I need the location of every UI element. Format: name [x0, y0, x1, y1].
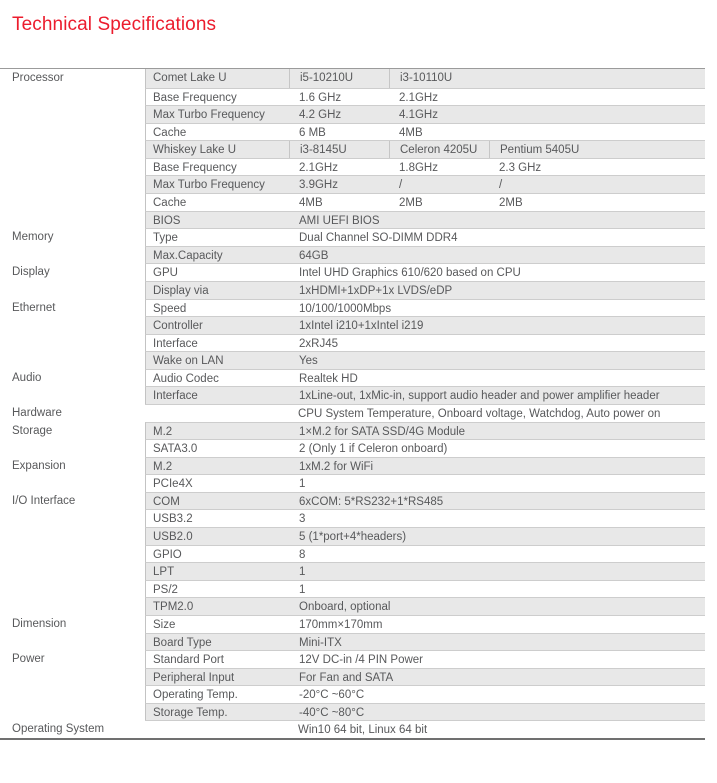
category-label: [0, 562, 145, 580]
attribute-cell: Standard Port: [153, 654, 224, 667]
attribute-cell: M.2: [153, 425, 173, 438]
spec-row: [0, 281, 705, 299]
attribute-cell: COM: [153, 495, 180, 508]
value-cell: 2xRJ45: [299, 337, 338, 350]
spec-band: [145, 123, 705, 141]
value-cell: 1: [299, 583, 306, 596]
spec-row: [0, 386, 705, 404]
category-label: Memory: [0, 228, 145, 246]
page-title: Technical Specifications: [12, 13, 217, 35]
attribute-cell: Interface: [153, 337, 198, 350]
spec-row: [0, 299, 705, 317]
value-cell: -20°C ~60°C: [299, 689, 365, 702]
value-cell: 2.1GHz: [299, 161, 338, 174]
spec-row: [0, 175, 705, 193]
attribute-cell: Cache: [153, 126, 187, 139]
spec-band: [145, 386, 705, 404]
value-cell: i3-10110U: [389, 69, 705, 88]
spec-row: [0, 246, 705, 264]
spec-row: [0, 633, 705, 651]
attribute-cell: USB2.0: [153, 531, 193, 544]
spec-band: [145, 720, 705, 738]
attribute-cell: M.2: [153, 460, 173, 473]
category-label: [0, 246, 145, 264]
spec-band: [145, 527, 705, 545]
value-cell: 1.6 GHz: [299, 91, 342, 104]
spec-row: [0, 703, 705, 721]
spec-band: [145, 281, 705, 299]
spec-row: [0, 351, 705, 369]
spec-band: [145, 562, 705, 580]
value-cell: 2.3 GHz: [499, 161, 542, 174]
spec-row: [0, 105, 705, 123]
category-label: Expansion: [0, 457, 145, 475]
value-cell: 64GB: [299, 249, 329, 262]
spec-table: [0, 68, 705, 740]
category-label: [0, 351, 145, 369]
value-cell: 4MB: [399, 126, 423, 139]
spec-row: [0, 334, 705, 352]
category-label: Processor: [0, 69, 145, 88]
spec-row: [0, 316, 705, 334]
value-cell: 2MB: [399, 197, 423, 210]
spec-row: [0, 545, 705, 563]
value-cell: 1xLine-out, 1xMic-in, support audio header and power amplifier header: [299, 390, 660, 403]
spec-band: [145, 334, 705, 352]
value-cell: 1: [299, 566, 306, 579]
spec-band: [145, 193, 705, 211]
spec-band: [145, 650, 705, 668]
value-cell: 12V DC-in /4 PIN Power: [299, 654, 423, 667]
category-label: [0, 123, 145, 141]
attribute-cell: Audio Codec: [153, 372, 219, 385]
attribute-cell: Base Frequency: [153, 161, 237, 174]
value-cell: Realtek HD: [299, 372, 358, 385]
value-cell: i5-10210U: [289, 69, 389, 88]
attribute-cell: Peripheral Input: [153, 671, 235, 684]
spec-row: [0, 615, 705, 633]
category-label: [0, 703, 145, 721]
value-cell: i3-8145U: [289, 141, 389, 158]
value-cell: 1xM.2 for WiFi: [299, 460, 374, 473]
spec-band: [145, 509, 705, 527]
spec-band: [145, 580, 705, 598]
category-label: [0, 88, 145, 106]
value-cell: 1: [299, 478, 306, 491]
value-cell: Celeron 4205U: [389, 141, 489, 158]
spec-row: [0, 439, 705, 457]
value-cell: 4.1GHz: [399, 109, 438, 122]
attribute-cell: Board Type: [153, 636, 212, 649]
value-cell: Onboard, optional: [299, 601, 391, 614]
spec-row: [0, 580, 705, 598]
category-label: [0, 474, 145, 492]
cpu-family-header-band: [145, 140, 705, 158]
spec-band: [145, 685, 705, 703]
attribute-cell: Storage Temp.: [153, 706, 228, 719]
attribute-cell: BIOS: [153, 214, 181, 227]
value-cell: /: [499, 179, 503, 192]
spec-band: [145, 668, 705, 686]
spec-row: [0, 720, 705, 738]
attribute-cell: [145, 405, 288, 422]
category-label: Power: [0, 650, 145, 668]
spec-row: [0, 158, 705, 176]
attribute-cell: Comet Lake U: [153, 72, 227, 84]
attribute-cell: Cache: [153, 197, 187, 210]
value-cell: 4MB: [299, 197, 323, 210]
category-label: Storage: [0, 422, 145, 440]
spec-row: [0, 527, 705, 545]
category-label: Audio: [0, 369, 145, 387]
spec-band: [145, 316, 705, 334]
attribute-cell: TPM2.0: [153, 601, 194, 614]
value-cell: 1xIntel i210+1xIntel i219: [299, 320, 424, 333]
value-cell: Yes: [299, 355, 318, 368]
value-cell: Dual Channel SO-DIMM DDR4: [299, 232, 458, 245]
cpu-family-header-band: [145, 69, 705, 88]
spec-band: [145, 597, 705, 615]
attribute-cell: Interface: [153, 390, 198, 403]
attribute-cell: Whiskey Lake U: [153, 144, 237, 157]
spec-band: [145, 263, 705, 281]
value-cell: CPU System Temperature, Onboard voltage, Watchdog, Auto power on: [298, 407, 661, 420]
attribute-cell: Base Frequency: [153, 91, 237, 104]
spec-band: [145, 474, 705, 492]
category-label: [0, 580, 145, 598]
attribute-cell: Max Turbo Frequency: [153, 109, 265, 122]
spec-row: [0, 211, 705, 229]
value-cell: 2 (Only 1 if Celeron onboard): [299, 443, 448, 456]
attribute-cell: Display via: [153, 284, 209, 297]
value-cell: 10/100/1000Mbps: [299, 302, 392, 315]
spec-band: [145, 369, 705, 387]
category-label: Hardware: [0, 404, 145, 422]
spec-band: [145, 439, 705, 457]
category-label: [0, 668, 145, 686]
value-cell: 1.8GHz: [399, 161, 438, 174]
spec-row: [0, 140, 705, 158]
spec-band: [145, 422, 705, 440]
spec-band: [145, 633, 705, 651]
value-cell: 8: [299, 548, 306, 561]
category-label: [0, 334, 145, 352]
spec-band: [145, 703, 705, 721]
spec-band: [145, 175, 705, 193]
category-label: [0, 193, 145, 211]
attribute-cell: GPIO: [153, 548, 182, 561]
spec-row: [0, 597, 705, 615]
value-cell: For Fan and SATA: [299, 671, 394, 684]
attribute-cell: PCIe4X: [153, 478, 193, 491]
attribute-cell: Speed: [153, 302, 187, 315]
value-cell: Win10 64 bit, Linux 64 bit: [298, 724, 428, 737]
spec-band: [145, 299, 705, 317]
attribute-cell: Max.Capacity: [153, 249, 223, 262]
category-label: Dimension: [0, 615, 145, 633]
spec-band: [145, 615, 705, 633]
spec-row: [0, 668, 705, 686]
category-label: [0, 685, 145, 703]
value-cell: 6xCOM: 5*RS232+1*RS485: [299, 495, 444, 508]
spec-row: [0, 69, 705, 88]
category-label: [0, 597, 145, 615]
spec-band: [145, 211, 705, 229]
attribute-cell: [145, 721, 288, 738]
category-label: [0, 281, 145, 299]
spec-row: [0, 228, 705, 246]
category-label: [0, 439, 145, 457]
category-label: [0, 211, 145, 229]
category-label: [0, 386, 145, 404]
attribute-cell: Max Turbo Frequency: [153, 179, 265, 192]
category-label: Ethernet: [0, 299, 145, 317]
value-cell: 1xHDMI+1xDP+1x LVDS/eDP: [299, 284, 453, 297]
category-label: [0, 509, 145, 527]
category-label: [0, 545, 145, 563]
spec-band: [145, 228, 705, 246]
spec-row: [0, 562, 705, 580]
category-label: I/O Interface: [0, 492, 145, 510]
value-cell: -40°C ~80°C: [299, 706, 365, 719]
value-cell: 5 (1*port+4*headers): [299, 531, 407, 544]
value-cell: 2MB: [499, 197, 523, 210]
attribute-cell: Operating Temp.: [153, 689, 238, 702]
value-cell: 3: [299, 513, 306, 526]
spec-row: [0, 369, 705, 387]
value-cell: Pentium 5405U: [489, 141, 705, 158]
attribute-cell: PS/2: [153, 583, 178, 596]
attribute-cell: SATA3.0: [153, 443, 198, 456]
category-label: Display: [0, 263, 145, 281]
spec-row: [0, 88, 705, 106]
value-cell: Mini-ITX: [299, 636, 342, 649]
spec-band: [145, 404, 705, 422]
spec-row: [0, 685, 705, 703]
attribute-cell: Type: [153, 232, 178, 245]
spec-row: [0, 123, 705, 141]
category-label: [0, 158, 145, 176]
attribute-cell: Controller: [153, 320, 203, 333]
attribute-cell: GPU: [153, 267, 178, 280]
value-cell: /: [399, 179, 403, 192]
spec-row: [0, 492, 705, 510]
value-cell: 2.1GHz: [399, 91, 438, 104]
category-label: [0, 527, 145, 545]
attribute-cell: USB3.2: [153, 513, 193, 526]
spec-row: [0, 650, 705, 668]
attribute-cell: Wake on LAN: [153, 355, 224, 368]
category-label: [0, 316, 145, 334]
spec-band: [145, 492, 705, 510]
category-label: [0, 633, 145, 651]
spec-band: [145, 545, 705, 563]
category-label: Operating System: [0, 720, 145, 738]
spec-row: [0, 457, 705, 475]
spec-row: [0, 193, 705, 211]
spec-band: [145, 351, 705, 369]
spec-band: [145, 158, 705, 176]
spec-band: [145, 246, 705, 264]
spec-band: [145, 105, 705, 123]
attribute-cell: Size: [153, 618, 176, 631]
spec-band: [145, 88, 705, 106]
spec-row: [0, 263, 705, 281]
value-cell: 6 MB: [299, 126, 326, 139]
category-label: [0, 175, 145, 193]
spec-row: [0, 404, 705, 422]
spec-row: [0, 474, 705, 492]
spec-band: [145, 457, 705, 475]
spec-row: [0, 422, 705, 440]
spec-row: [0, 509, 705, 527]
value-cell: 170mm×170mm: [299, 618, 383, 631]
value-cell: Intel UHD Graphics 610/620 based on CPU: [299, 267, 521, 280]
value-cell: 1×M.2 for SATA SSD/4G Module: [299, 425, 466, 438]
category-label: [0, 140, 145, 158]
value-cell: 3.9GHz: [299, 179, 338, 192]
value-cell: AMI UEFI BIOS: [299, 214, 380, 227]
category-label: [0, 105, 145, 123]
value-cell: 4.2 GHz: [299, 109, 342, 122]
attribute-cell: LPT: [153, 566, 175, 579]
